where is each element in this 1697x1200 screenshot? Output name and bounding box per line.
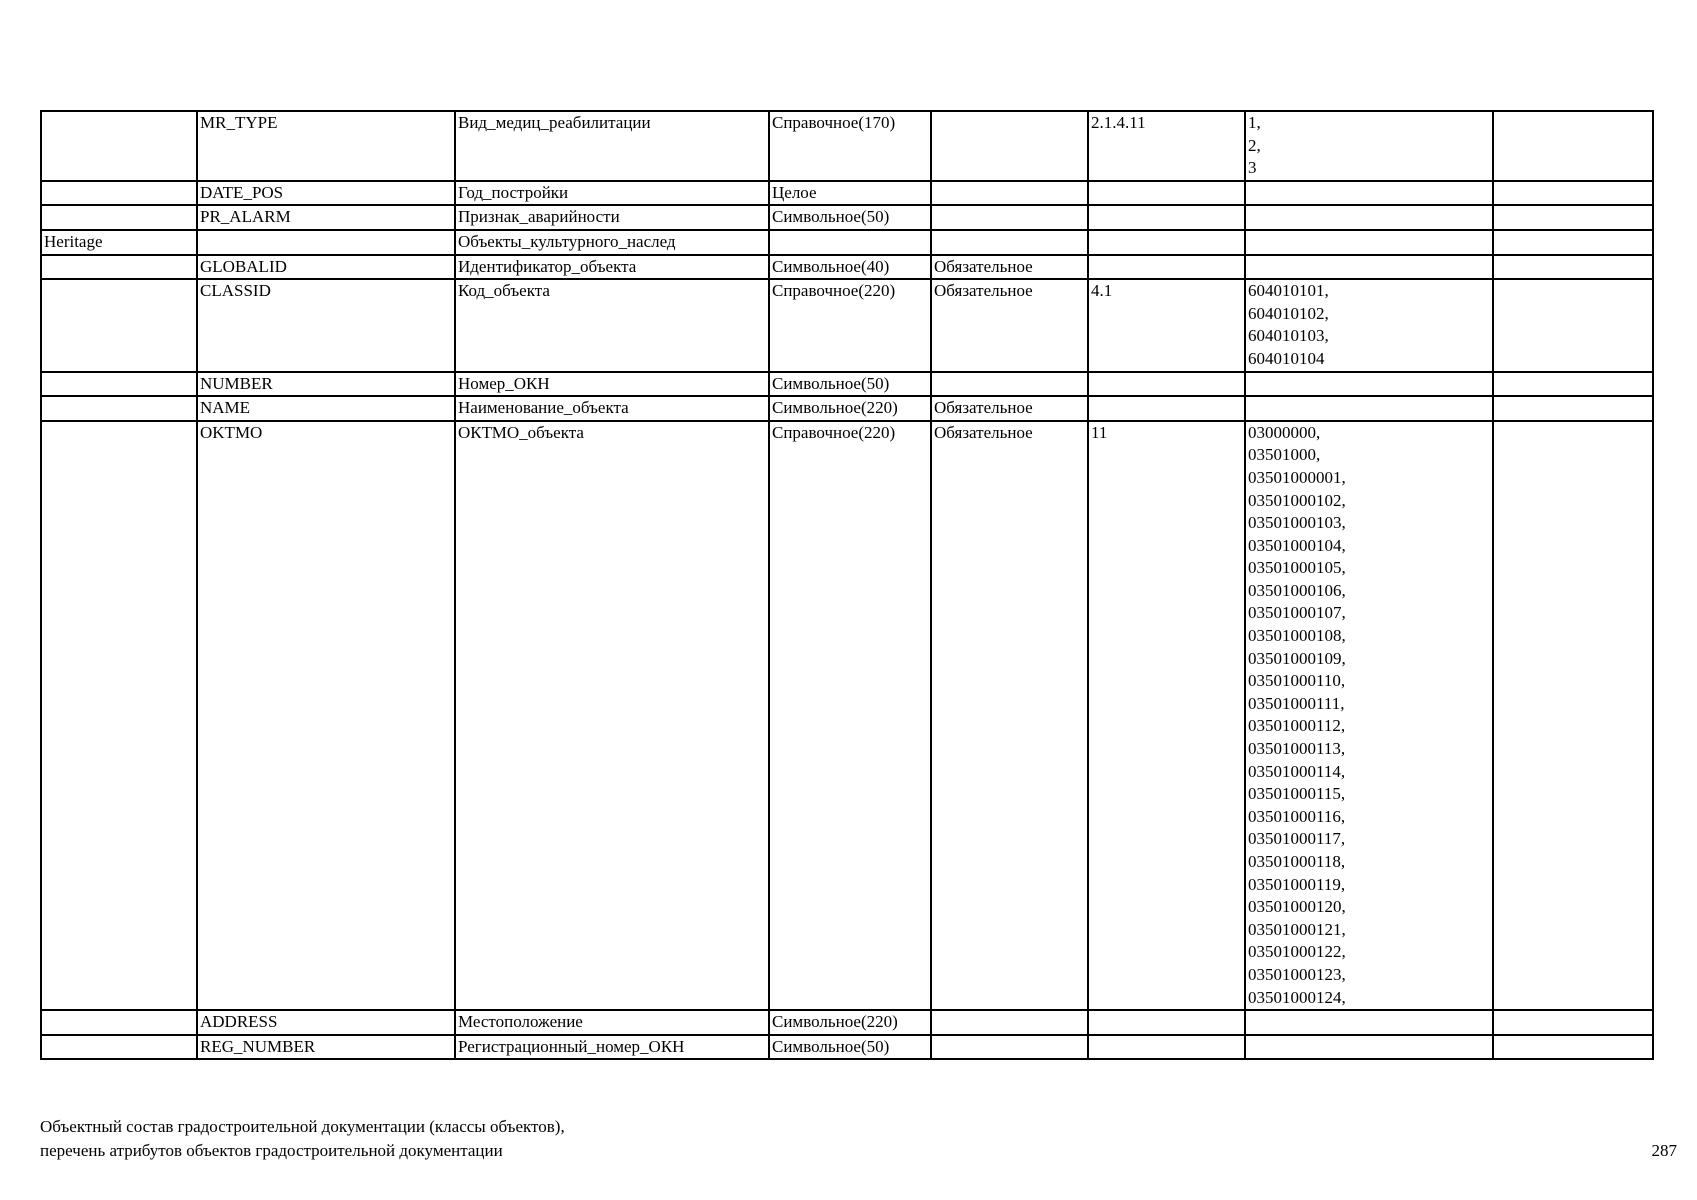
layer-cell [41, 1035, 197, 1060]
layer-cell [41, 181, 197, 206]
table-row [41, 1010, 1653, 1035]
values-cell [1245, 205, 1493, 230]
attributes-table [40, 110, 1654, 1060]
value-line: 03501000103, [1248, 513, 1346, 533]
note-cell [1493, 255, 1653, 280]
values-cell [1245, 372, 1493, 397]
value-line: 03501000104, [1248, 535, 1346, 555]
field-name-cell: NAME [197, 396, 455, 421]
page-number: 287 [1651, 1141, 1677, 1160]
note-cell [1493, 421, 1653, 1010]
field-name-cell: MR_TYPE [197, 111, 455, 181]
values-cell [1245, 279, 1493, 371]
field-alias-cell: ОКТМО_объекта [455, 421, 769, 1010]
data-type-cell: Символьное(50) [769, 372, 931, 397]
value-line: 03501000108, [1248, 626, 1346, 646]
data-type-cell: Справочное(220) [769, 421, 931, 1010]
values-cell [1245, 111, 1493, 181]
value-line: 03501000122, [1248, 942, 1346, 962]
table-row [41, 421, 1653, 1010]
value-line: 03501000121, [1248, 919, 1346, 939]
value-line: 604010103, [1248, 326, 1329, 346]
field-name-cell: NUMBER [197, 372, 455, 397]
layer-cell [41, 396, 197, 421]
layer-cell [41, 1010, 197, 1035]
reference-cell [1088, 255, 1245, 280]
data-type-cell [769, 230, 931, 255]
table-row [41, 205, 1653, 230]
value-line: 03501000116, [1248, 806, 1346, 826]
note-cell [1493, 181, 1653, 206]
layer-cell [41, 111, 197, 181]
required-cell: Обязательное [931, 255, 1088, 280]
page-footer [40, 1115, 565, 1163]
required-cell [931, 372, 1088, 397]
footer-line-2: перечень атрибутов объектов градостроительной документации [40, 1141, 503, 1160]
value-line: 03501000119, [1248, 874, 1346, 894]
table-row [41, 181, 1653, 206]
value-line: 604010101, [1248, 281, 1329, 301]
data-type-cell: Справочное(220) [769, 279, 931, 371]
data-type-cell: Символьное(220) [769, 1010, 931, 1035]
note-cell [1493, 279, 1653, 371]
table-row [41, 255, 1653, 280]
data-type-cell: Справочное(170) [769, 111, 931, 181]
reference-cell [1088, 372, 1245, 397]
note-cell [1493, 1010, 1653, 1035]
value-line: 03501000001, [1248, 467, 1346, 487]
value-line: 03501000105, [1248, 558, 1346, 578]
reference-cell [1088, 1035, 1245, 1060]
value-line: 03501000117, [1248, 829, 1346, 849]
note-cell [1493, 230, 1653, 255]
value-line: 03501000111, [1248, 693, 1345, 713]
value-line: 03501000124, [1248, 987, 1346, 1007]
field-alias-cell: Вид_медиц_реабилитации [455, 111, 769, 181]
reference-cell [1088, 1010, 1245, 1035]
value-line: 03501000114, [1248, 761, 1346, 781]
field-name-cell: REG_NUMBER [197, 1035, 455, 1060]
value-line: 03501000115, [1248, 784, 1346, 804]
required-cell [931, 1035, 1088, 1060]
note-cell [1493, 372, 1653, 397]
reference-cell: 11 [1088, 421, 1245, 1010]
required-cell [931, 181, 1088, 206]
table-row [41, 111, 1653, 181]
field-alias-cell: Объекты_культурного_наслед [455, 230, 769, 255]
reference-cell [1088, 396, 1245, 421]
value-line: 03501000110, [1248, 671, 1346, 691]
data-type-cell: Символьное(50) [769, 205, 931, 230]
required-cell: Обязательное [931, 279, 1088, 371]
note-cell [1493, 1035, 1653, 1060]
value-line: 03501000112, [1248, 716, 1346, 736]
data-type-cell: Символьное(220) [769, 396, 931, 421]
field-alias-cell: Год_постройки [455, 181, 769, 206]
values-cell [1245, 1010, 1493, 1035]
field-alias-cell: Номер_ОКН [455, 372, 769, 397]
required-cell: Обязательное [931, 421, 1088, 1010]
value-line: 03501000120, [1248, 897, 1346, 917]
attributes-table-body [41, 111, 1653, 1059]
layer-cell [41, 279, 197, 371]
table-row [41, 1035, 1653, 1060]
field-name-cell: OKTMO [197, 421, 455, 1010]
field-name-cell [197, 230, 455, 255]
required-cell [931, 1010, 1088, 1035]
values-cell [1245, 1035, 1493, 1060]
layer-cell [41, 421, 197, 1010]
field-alias-cell: Код_объекта [455, 279, 769, 371]
value-line: 03501000113, [1248, 739, 1346, 759]
data-type-cell: Символьное(40) [769, 255, 931, 280]
value-line: 03501000106, [1248, 580, 1346, 600]
field-alias-cell: Наименование_объекта [455, 396, 769, 421]
table-row [41, 372, 1653, 397]
values-cell [1245, 230, 1493, 255]
value-line: 1, [1248, 113, 1261, 132]
value-line: 604010102, [1248, 303, 1329, 323]
data-type-cell: Символьное(50) [769, 1035, 931, 1060]
values-cell [1245, 421, 1493, 1010]
value-line: 03501000118, [1248, 852, 1346, 871]
layer-cell [41, 205, 197, 230]
values-cell [1245, 396, 1493, 421]
field-name-cell: PR_ALARM [197, 205, 455, 230]
footer-line-1: Объектный состав градостроительной документации (классы объектов), [40, 1117, 565, 1136]
layer-cell: Heritage [41, 230, 197, 255]
value-line: 03501000102, [1248, 490, 1346, 510]
value-line: 03000000, [1248, 422, 1321, 442]
reference-cell: 4.1 [1088, 279, 1245, 371]
field-name-cell: DATE_POS [197, 181, 455, 206]
values-cell [1245, 255, 1493, 280]
field-alias-cell: Местоположение [455, 1010, 769, 1035]
field-alias-cell: Регистрационный_номер_ОКН [455, 1035, 769, 1060]
field-alias-cell: Идентификатор_объекта [455, 255, 769, 280]
note-cell [1493, 396, 1653, 421]
reference-cell [1088, 230, 1245, 255]
note-cell [1493, 111, 1653, 181]
field-name-cell: ADDRESS [197, 1010, 455, 1035]
table-row [41, 279, 1653, 371]
required-cell: Обязательное [931, 396, 1088, 421]
table-row [41, 230, 1653, 255]
value-line: 604010104 [1248, 348, 1325, 368]
layer-cell [41, 372, 197, 397]
required-cell [931, 230, 1088, 255]
reference-cell: 2.1.4.11 [1088, 111, 1245, 181]
data-type-cell: Целое [769, 181, 931, 206]
reference-cell [1088, 205, 1245, 230]
value-line: 2, [1248, 135, 1261, 155]
layer-cell [41, 255, 197, 280]
value-line: 03501000123, [1248, 964, 1346, 984]
required-cell [931, 111, 1088, 181]
value-line: 3 [1248, 158, 1257, 178]
field-name-cell: CLASSID [197, 279, 455, 371]
table-row [41, 396, 1653, 421]
value-line: 03501000, [1248, 445, 1321, 465]
value-line: 03501000107, [1248, 603, 1346, 623]
field-alias-cell: Признак_аварийности [455, 205, 769, 230]
required-cell [931, 205, 1088, 230]
note-cell [1493, 205, 1653, 230]
field-name-cell: GLOBALID [197, 255, 455, 280]
values-cell [1245, 181, 1493, 206]
value-line: 03501000109, [1248, 648, 1346, 668]
reference-cell [1088, 181, 1245, 206]
